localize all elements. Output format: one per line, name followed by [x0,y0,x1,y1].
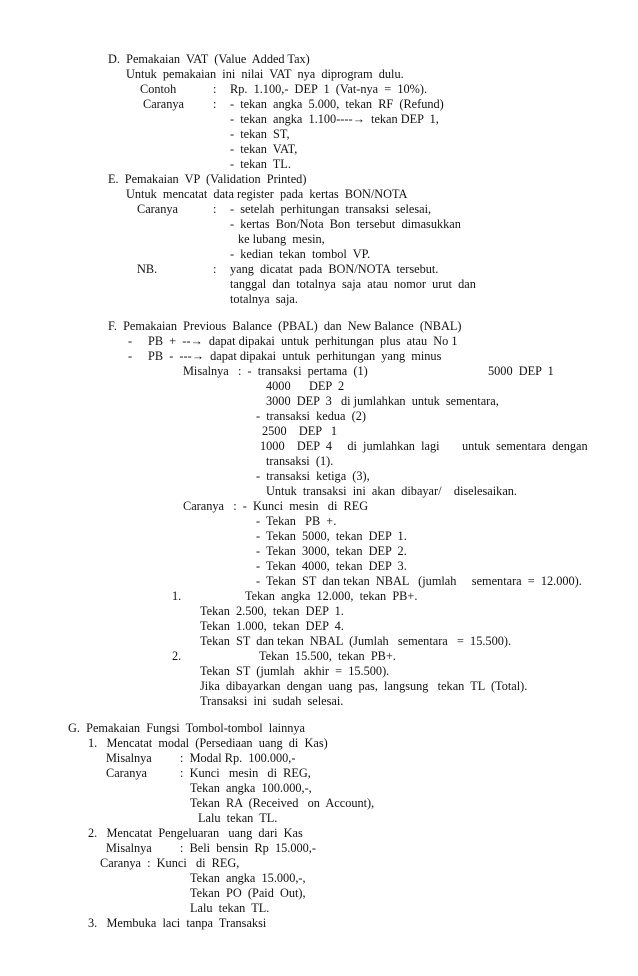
text-line: Tekan PO (Paid Out), [190,886,306,900]
text-line: PB - ---→ dapat dipakai untuk perhitungan yang minus [148,349,442,363]
text-line: - kedian tekan tombol VP. [230,247,371,261]
text-line: - Tekan 4000, tekan DEP 3. [256,559,407,573]
text-line: E. Pemakaian VP (Validation Printed) [108,172,307,186]
text-line: - transaksi kedua (2) [256,409,366,423]
text-line: Caranya : Kunci di REG, [100,856,240,870]
text-line: - Tekan PB +. [256,514,337,528]
text-line: Misalnya [106,841,152,855]
text-line: transaksi (1). [266,454,334,468]
text-line: 2. [172,649,182,663]
text-line: 2. Mencatat Pengeluaran uang dari Kas [88,826,303,840]
text-line: : Modal Rp. 100.000,- [180,751,296,765]
text-line: : [213,202,217,216]
text-line: - setelah perhitungan transaksi selesai, [230,202,432,216]
text-line: Caranya [143,97,184,111]
text-line: Jika dibayarkan dengan uang pas, langsung tekan TL (Total). [200,679,528,693]
text-line: : [213,82,217,96]
text-line: - tekan VAT, [230,142,298,156]
text-line: 3. Membuka laci tanpa Transaksi [88,916,267,930]
text-line: 5000 DEP 1 [488,364,554,378]
text-line: NB. [137,262,158,276]
text-line: Contoh [140,82,177,96]
text-line: - transaksi ketiga (3), [256,469,370,483]
text-line: Caranya : - Kunci mesin di REG [183,499,369,513]
text-line: 2500 DEP 1 [262,424,338,438]
text-line: - [128,334,133,348]
text-line: Tekan ST dan tekan NBAL (Jumlah sementara = 15.500). [200,634,512,648]
text-line: tanggal dan totalnya saja atau nomor urut dan [230,277,476,291]
text-line: : [213,262,217,276]
text-line: Tekan 2.500, tekan DEP 1. [200,604,344,618]
text-line: - tekan ST, [230,127,290,141]
text-line: Tekan angka 15.000,-, [190,871,306,885]
text-line: : Beli bensin Rp 15.000,- [180,841,316,855]
text-line: G. Pemakaian Fungsi Tombol-tombol lainnya [68,721,305,735]
text-line: Lalu tekan TL. [198,811,278,825]
text-line: - kertas Bon/Nota Bon tersebut dimasukkan [230,217,461,231]
text-line: Caranya [137,202,178,216]
text-line: Tekan RA (Received on Account), [190,796,375,810]
text-line: 1. Mencatat modal (Persediaan uang di Kas) [88,736,328,750]
text-line: - Tekan ST dan tekan NBAL (jumlah sementara = 12.000). [256,574,582,588]
text-line: Caranya [106,766,147,780]
text-line: Untuk transaksi ini akan dibayar/ diselesaikan. [266,484,517,498]
text-line: Tekan angka 100.000,-, [190,781,312,795]
text-line: yang dicatat pada BON/NOTA tersebut. [230,262,439,276]
text-line: Misalnya : - transaksi pertama (1) [183,364,368,378]
text-line: Tekan ST (jumlah akhir = 15.500). [200,664,390,678]
text-line: Misalnya [106,751,152,765]
text-line: D. Pemakaian VAT (Value Added Tax) [108,52,310,66]
text-line: Tekan 15.500, tekan PB+. [259,649,396,663]
text-line: Tekan 1.000, tekan DEP 4. [200,619,344,633]
text-line: Rp. 1.100,- DEP 1 (Vat-nya = 10%). [230,82,428,96]
text-line: - tekan angka 5.000, tekan RF (Refund) [230,97,444,111]
text-line: totalnya saja. [230,292,298,306]
text-line: 4000 DEP 2 [266,379,345,393]
text-line: - tekan TL. [230,157,291,171]
text-line: PB + --→ dapat dipakai untuk perhitungan plus atau No 1 [148,334,458,348]
text-line: : [213,97,217,111]
text-line: Untuk mencatat data register pada kertas BON/NOTA [126,187,408,201]
text-line: ke lubang mesin, [238,232,325,246]
text-line: Untuk pemakaian ini nilai VAT nya diprogram dulu. [126,67,404,81]
text-line: 1000 DEP 4 di jumlahkan lagi [260,439,440,453]
text-line: - Tekan 3000, tekan DEP 2. [256,544,407,558]
text-line: Tekan angka 12.000, tekan PB+. [245,589,418,603]
text-line: - tekan angka 1.100----→ tekan DEP 1, [230,112,439,126]
text-line: 1. [172,589,182,603]
text-line: - Tekan 5000, tekan DEP 1. [256,529,407,543]
text-line: untuk sementara dengan [462,439,588,453]
text-line: Lalu tekan TL. [190,901,270,915]
text-line: Transaksi ini sudah selesai. [200,694,344,708]
text-line: : Kunci mesin di REG, [180,766,311,780]
text-line: F. Pemakaian Previous Balance (PBAL) dan New Balance (NBAL) [108,319,462,333]
text-line: - [128,349,133,363]
text-line: 3000 DEP 3 di jumlahkan untuk sementara, [266,394,499,408]
